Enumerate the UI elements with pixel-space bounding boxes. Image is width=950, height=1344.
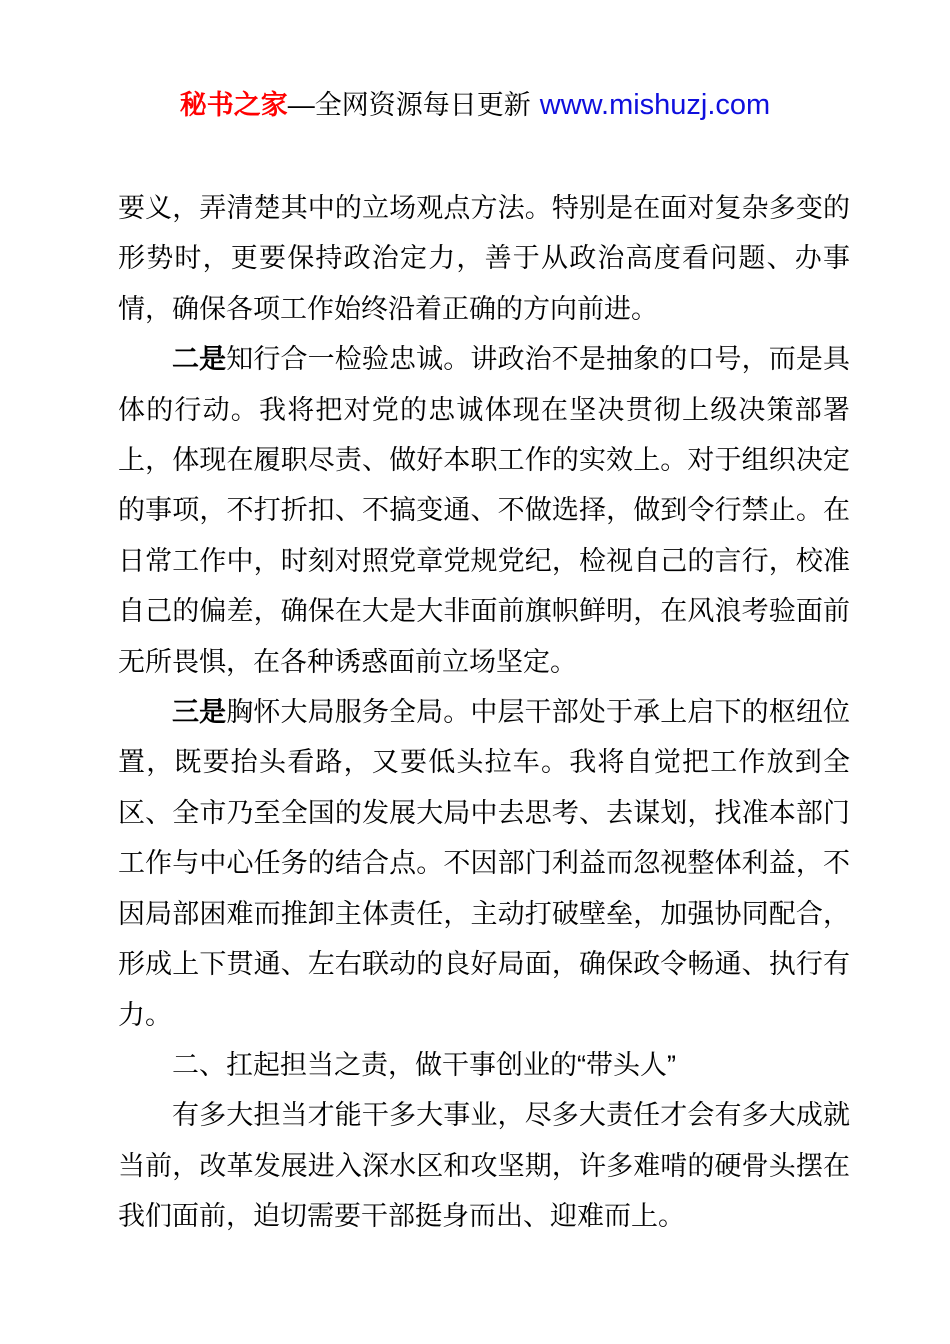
paragraph — [118, 1090, 850, 1241]
document-body — [118, 183, 850, 1242]
section-heading-text: 二、扛起担当之责，做干事创业的“带头人” — [172, 1049, 676, 1080]
document-header — [0, 88, 950, 122]
section-heading — [118, 1040, 850, 1090]
paragraph — [118, 183, 850, 334]
paragraph-text: 有多大担当才能干多大事业，尽多大责任才会有多大成就当前，改革发展进入深水区和攻坚期，许多难啃的硬骨头摆在我们面前，迫切需要干部挺身而出、迎难而上。 — [118, 1100, 850, 1232]
site-name: 秘书之家 — [179, 90, 288, 120]
site-url: www.mishuzj.com — [539, 89, 771, 121]
paragraph-text: 知行合一检验忠诚。讲政治不是抽象的口号，而是具体的行动。我将把对党的忠诚体现在坚决贯彻上级决策部署上，体现在履职尽责、做好本职工作的实效上。对于组织决定的事项，不打折扣、不搞变通、不做选择，做到令行禁止。在日常工作中，时刻对照党章党规党纪，检视自己的言行，校准自己的偏差，确保在大是大非面前旗帜鲜明，在风浪考验面前无所畏惧，在各种诱惑面前立场坚定。 — [118, 344, 850, 677]
paragraph-lead: 三是 — [172, 697, 227, 728]
paragraph — [118, 687, 850, 1040]
paragraph-text: 要义，弄清楚其中的立场观点方法。特别是在面对复杂多变的形势时，更要保持政治定力，善于从政治高度看问题、办事情，确保各项工作始终沿着正确的方向前进。 — [118, 193, 850, 324]
header-tagline: —全网资源每日更新 — [287, 90, 531, 120]
paragraph-text: 胸怀大局服务全局。中层干部处于承上启下的枢纽位置，既要抬头看路，又要低头拉车。我将自觉把工作放到全区、全市乃至全国的发展大局中去思考、去谋划，找准本部门工作与中心任务的结合点。不因部门利益而忽视整体利益，不因局部困难而推卸主体责任，主动打破壁垒，加强协同配合，形成上下贯通、左右联动的良好局面，确保政令畅通、执行有力。 — [118, 697, 850, 1030]
paragraph — [118, 334, 850, 687]
paragraph-lead: 二是 — [172, 344, 227, 375]
